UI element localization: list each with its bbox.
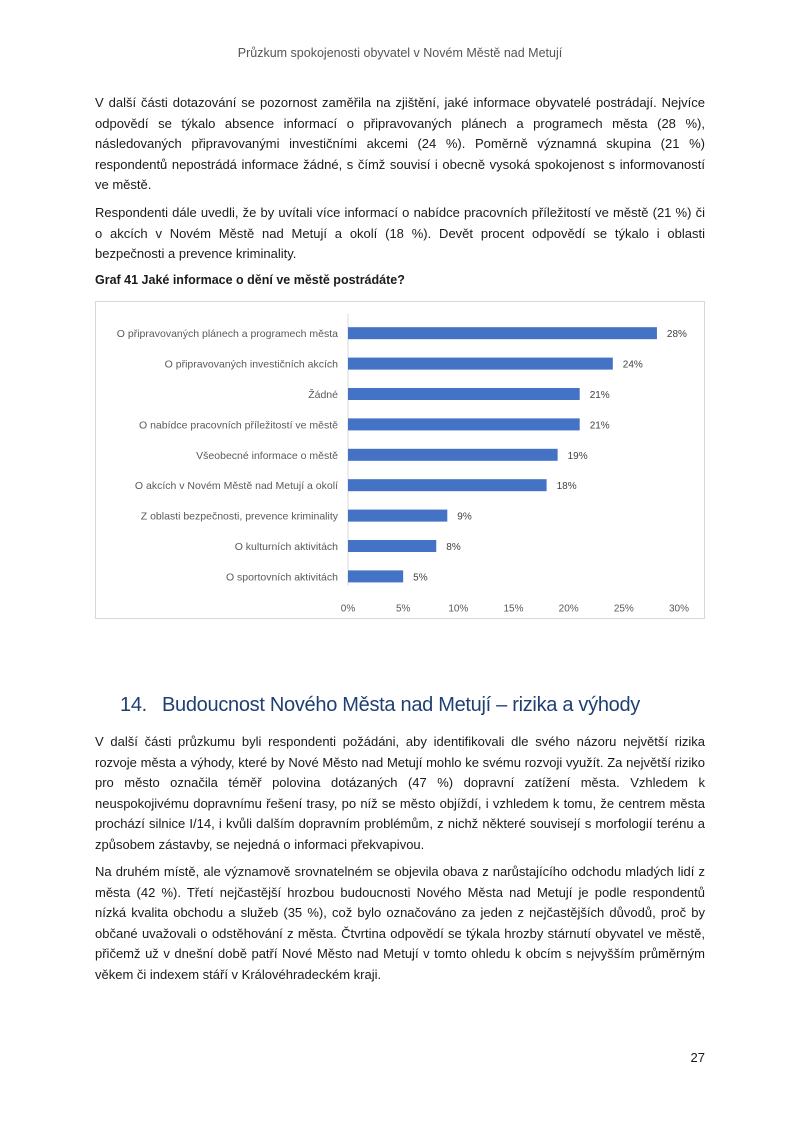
category-label: O nabídce pracovních příležitostí ve městě [138, 419, 338, 432]
x-tick-label: 0% [340, 603, 356, 615]
x-tick-label: 30% [668, 603, 690, 615]
chart-caption: Graf 41 Jaké informace o dění ve městě postrádáte? [95, 273, 405, 287]
chart-bar [348, 540, 436, 552]
section-number: 14. [120, 694, 147, 716]
x-tick-label: 15% [503, 603, 524, 615]
paragraph-4: Na druhém místě, ale významově srovnatelném se objevila obava z narůstajícího odchodu mladých lidí z města (42 %). Třetí nejčastější hrozbou budoucnosti Nového Města nad Metují je podle respondentů nízká kvalita obchodu a služeb (35 %), což bylo označováno za jeden z nejčastějších důvodů, proč by občané uvažovali o odstěhování z města. Čtvrtina odpovědí se týkala hrozby stárnutí obyvatel ve městě, přičemž už v dnešní době patří Nové Město nad Metují v tomto ohledu k obcím s nejvyšším průměrným věkem či indexem stáří v Královéhradeckém kraji. [95, 864, 705, 982]
paragraph-1: V další části dotazování se pozornost zaměřila na zjištění, jaké informace obyvatelé postrádají. Nejvíce odpovědí se týkalo absence informací o připravovaných plánech a programech města (28 %), následovaných připravovanými investičními akcemi (24 %). Poměrně významná skupina (21 %) respondentů nepostrádá informace žádné, s čímž souvisí i obecně vysoká spokojenost s informovaností ve městě. [95, 95, 705, 192]
x-tick-label: 5% [395, 603, 411, 615]
paragraph-2: Respondenti dále uvedli, že by uvítali více informací o nabídce pracovních příležitostí ve městě (21 %) či o akcích v Novém Městě nad Metují a okolí (18 %). Devět procent odpovědí se týkalo i oblasti bezpečnosti a prevence kriminality. [95, 205, 705, 261]
x-tick-label: 25% [613, 603, 634, 615]
chart-bar [348, 510, 447, 522]
data-label: 28% [666, 329, 687, 341]
section-heading [120, 694, 640, 717]
category-label: O sportovních aktivitách [225, 571, 338, 584]
category-label: O kulturních aktivitách [234, 541, 338, 553]
data-label: 21% [589, 420, 610, 432]
chart-bar [348, 388, 580, 400]
data-label: 24% [622, 359, 643, 371]
x-tick-label: 20% [558, 603, 579, 615]
data-label: 21% [589, 390, 610, 401]
chart-bar [348, 418, 580, 430]
running-header: Průzkum spokojenosti obyvatel v Novém Městě nad Metují [237, 46, 563, 60]
chart-bar [348, 327, 657, 339]
paragraph-3: V další části průzkumu byli respondenti požádáni, aby identifikovali dle svého názoru největší rizika rozvoje města a výhody, které by Nové Město nad Metují mohlo ke svému rozvoji využít. Za největší riziko pro město označila téměř polovina dotázaných (47 %) dopravní zatížení města. Vzhledem k neuspokojivému dopravnímu řešení trasy, po níž se město objíždí, i vzhledem k tomu, že centrem města prochází silnice I/14, i kvůli dalším dopravním problémům, z nichž některé souvisejí s morfologií terénu a způsobem zástavby, se nejedná o informaci překvapivou. [95, 734, 705, 852]
category-label: Z oblasti bezpečnosti, prevence kriminality [140, 510, 338, 523]
chart-bar [348, 358, 613, 370]
category-label: Všeobecné informace o městě [196, 449, 338, 462]
bar-chart-svg [96, 302, 706, 620]
chart-bar [348, 449, 558, 461]
category-label: O připravovaných plánech a programech města [116, 328, 338, 341]
category-label: O připravovaných investičních akcích [164, 358, 338, 371]
data-label: 5% [413, 572, 428, 584]
page-number: 27 [690, 1050, 705, 1065]
section-title: Budoucnost Nového Města nad Metují – rizika a výhody [162, 694, 641, 716]
bar-chart [95, 301, 705, 619]
data-label: 8% [446, 542, 461, 553]
data-label: 18% [556, 481, 577, 493]
data-label: 19% [567, 450, 588, 462]
data-label: 9% [457, 511, 472, 523]
chart-bar [348, 479, 547, 491]
chart-bar [348, 570, 403, 582]
category-label: O akcích v Novém Městě nad Metují a okolí [134, 480, 338, 493]
category-label: Žádné [308, 389, 338, 401]
x-tick-label: 10% [448, 603, 469, 615]
